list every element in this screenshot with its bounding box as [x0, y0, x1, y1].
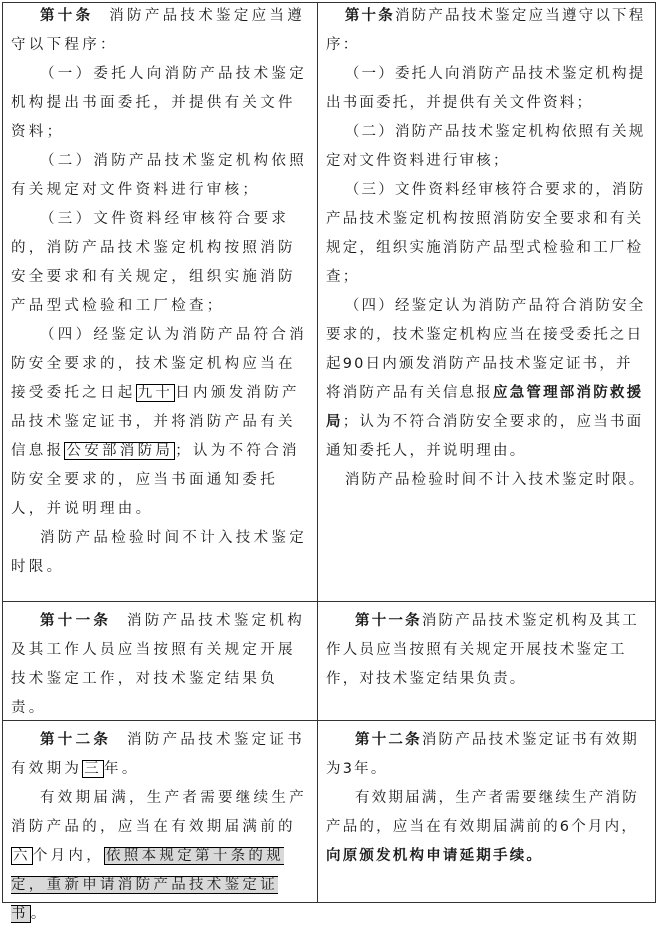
article-title: 第十条 [344, 8, 395, 24]
article-title: 第十一条 [355, 613, 422, 629]
clause-3: （三）文件资料经审核符合要求的，消防产品技术鉴定机构按照消防安全要求和有关规定，组织实施消防产品型式检验和工厂检查； [326, 182, 646, 285]
changed-term-procedure: 依照本规定第十条的规定，重新申请消防产品技术鉴定证书 [11, 848, 285, 922]
changed-term-deadline: 九十 [137, 385, 174, 401]
row-divider-1 [3, 601, 655, 602]
clause-2: （二）消防产品技术鉴定机构依照有关规定对文件资料进行审核； [11, 153, 307, 198]
article-11-original [3, 607, 317, 723]
clause-4: （四）经鉴定认为消防产品符合消防安全要求的，技术鉴定机构应当在接受委托之日起90日内颁发消防产品技术鉴定证书，并将消防产品有关信息报应急管理部消防救援局；认为不符合消防安全要求的，应当书面通知委托人，并说明理由。 [326, 298, 646, 459]
revised-term-agency: 应急管理部消防救援局 [326, 385, 644, 430]
comparison-table [2, 2, 656, 922]
article-12-revised: 第十二条消防产品技术鉴定证书有效期为3年。 有效期届满，生产者需要继续生产消防产品的，应当在有效期届满前的6个月内，向原颁发机构申请延期手续。 [318, 726, 655, 871]
clause-1: （一）委托人向消防产品技术鉴定机构提出书面委托，并提供有关文件资料； [11, 66, 307, 140]
article-10-revised [318, 2, 655, 495]
article-text: 消防产品技术鉴定机构及其工作人员应当按照有关规定开展技术鉴定工作，对技术鉴定结果负责。 [326, 613, 639, 687]
clause-note: 消防产品检验时间不计入技术鉴定时限。 [344, 472, 646, 488]
clause-note: 消防产品检验时间不计入技术鉴定时限。 [11, 530, 307, 575]
changed-term-agency: 公安部消防局 [66, 443, 174, 459]
article-text: 消防产品技术鉴定机构及其工作人员应当按照有关规定开展技术鉴定工作，对技术鉴定结果负责。 [11, 613, 306, 716]
clause-3: （三）文件资料经审核符合要求的，消防产品技术鉴定机构按照消防安全要求和有关规定，组织实施消防产品型式检验和工厂检查； [11, 211, 296, 314]
article-text: 消防产品技术鉴定应当遵守以下程序： [11, 8, 306, 53]
article-title: 第十条 [40, 8, 94, 24]
article-11-revised [318, 607, 655, 694]
article-title: 第十一条 [40, 613, 112, 629]
article-12-original: 第十二条 消防产品技术鉴定证书有效期为 三 年。 有效期届满，生产者需要继续生产消防产品的，应当在有效期届满前的六 个月内， 依照本规定第十条的规定，重新申请消防产品技术鉴定证书 。 [3, 726, 317, 929]
article-title: 第十二条 [40, 732, 112, 748]
changed-term-months: 六 [13, 848, 31, 864]
revised-term-procedure: 向原颁发机构申请延期手续。 [326, 848, 544, 864]
clause-4: （四）经鉴定认为消防产品符合消防安全要求的，技术鉴定机构应当在接受委托之日起 九十 日内颁发消防产品技术鉴定证书，并将消防产品有关信息报 公安部消防局 ；认为不符合消防安全要求的，应当书面通知委托人，并说明理由。 [11, 327, 307, 517]
article-text: 消防产品技术鉴定应当遵守以下程序： [326, 8, 646, 53]
article-10-original [3, 2, 317, 582]
changed-term-validity: 三 [84, 761, 103, 777]
clause-2: （二）消防产品技术鉴定机构依照有关规定对文件资料进行审核； [326, 124, 646, 169]
clause-renewal: 有效期届满，生产者需要继续生产消防产品的，应当在有效期届满前的六 个月内， 依照本规定第十条的规定，重新申请消防产品技术鉴定证书 。 [11, 790, 307, 922]
clause-renewal: 有效期届满，生产者需要继续生产消防产品的，应当在有效期届满前的6个月内，向原颁发机构申请延期手续。 [326, 790, 639, 864]
clause-1: （一）委托人向消防产品技术鉴定机构提出书面委托，并提供有关文件资料； [326, 66, 646, 111]
article-title: 第十二条 [355, 732, 422, 748]
